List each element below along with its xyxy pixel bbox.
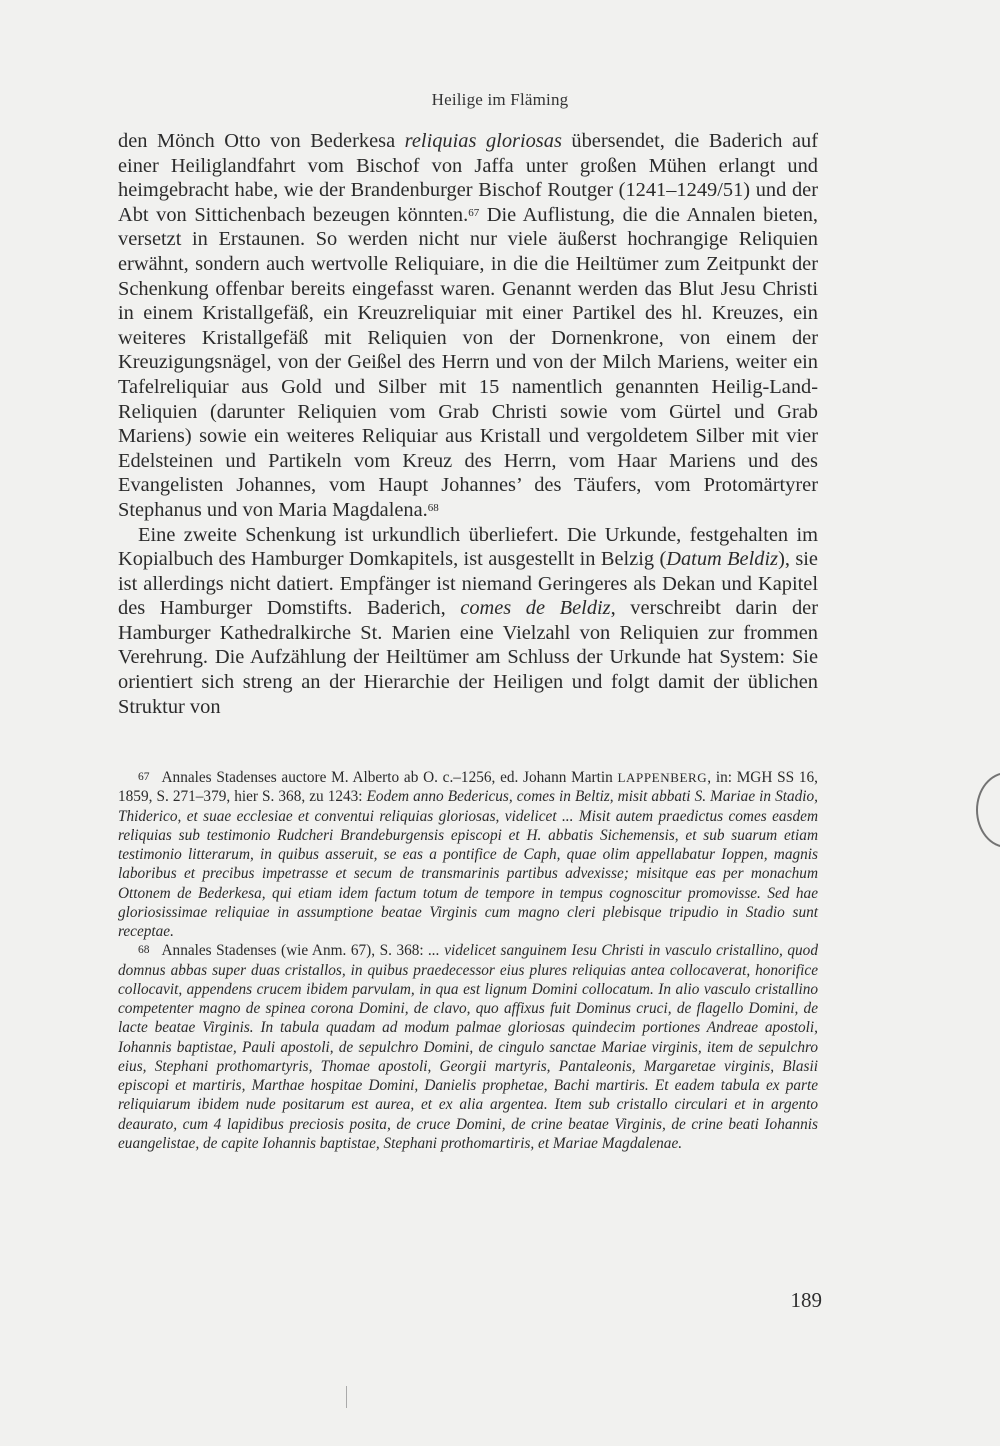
- fn67-smallcaps: LAPPENBERG: [617, 770, 708, 785]
- scan-gutter-mark: [346, 1386, 347, 1408]
- fn67-text-a: Annales Stadenses auctore M. Alberto ab O. c.–1256, ed. Johann Martin: [161, 769, 618, 786]
- p2-italic-b: comes de Beldiz: [460, 597, 611, 620]
- p2-text-c: , verschreibt darin der Hamburger Kathedralkirche St. Marien eine Vielzahl von Reliquien zur frommen Verehrung. Die Aufzählung der Heiltümer am Schluss der Urkunde hat System: Sie orientiert sich streng an der Hierarchie der Heiligen und folgt damit der üblichen Struktur von: [118, 597, 819, 718]
- fn68-text-a: Annales Stadenses (wie Anm. 67), S. 368:: [161, 942, 429, 960]
- footnote-ref-67[interactable]: 67: [468, 206, 480, 219]
- fn67-italic: Eodem anno Bedericus, comes in Beltiz, misit abbati S. Mariae in Stadio, Thiderico, et suae ecclesiae et conventui reliquias gloriosas, videlicet ... Misit autem praedictus comes easdem reliquias sub testimonio Rudcheri Brandeburgensis episcopi et H. abbatis Sichemensis, et sub suarum etiam testimonio litterarum, in quibus asseruit, se eas a pontifice de Caph, quae olim appellabatur Ioppen, magnis laboribus et precibus impetrasse et secum de transmarinis partibus advexisse; misitque eas per monachum Ottonem de Bederkesa, qui etiam idem factum totum de tempore in tempus cognoscitur promovisse. Sed hae gloriosissimae reliquiae in assumptione beatae Virginis cum magno cleri plebisque tripudio in Stadio sunt receptae.: [118, 788, 818, 940]
- p1-text-b: übersendet, die Baderich auf einer Heiliglandfahrt vom Bischof von Jaffa unter großen Mühen erlangt und heimgebracht habe, wie der Brandenburger Bischof Routger (1241–1249/51) und der Abt von Sittichenbach bezeugen könnten.: [118, 130, 818, 226]
- running-head: Heilige im Fläming: [431, 90, 569, 109]
- footnote-ref-68[interactable]: 68: [427, 501, 439, 514]
- p2-text-a: Eine zweite Schenkung ist urkundlich überliefert. Die Urkunde, festgehalten im Kopialbuch des Hamburger Domkapitels, ist ausgestellt in Belzig (: [118, 523, 818, 571]
- footnote-67: [118, 768, 818, 941]
- p2-text-b: ), sie ist allerdings nicht datiert. Empfänger ist niemand Geringeres als Dekan und Kapitel des Hamburger Domstifts. Baderich,: [118, 548, 818, 620]
- p1-italic-a: reliquias gloriosas: [404, 130, 562, 152]
- scan-edge-arc: [976, 772, 1000, 848]
- footnote-number-68: 68: [138, 944, 150, 957]
- p2-italic-a: Datum Beldiz: [666, 548, 779, 571]
- p1-text-c: Die Auflistung, die die Annalen bieten, versetzt in Erstaunen. So werden nicht nur viele äußerst hochrangige Reliquien erwähnt, sondern auch wertvolle Reliquiare, in die die Heiltümer zum Zeitpunkt der Schenkung offenbar bereits eingefasst waren. Genannt werden das Blut Jesu Christi in einem Kristallgefäß, ein Kreuzreliquiar mit einer Partikel des hl. Kreuzes, ein weiteres Kristallgefäß mit Reliquien von der Dornenkrone, von einem der Kreuzigungsnägel, von der Geißel des Herrn und von der Milch Mariens, weiter ein Tafelreliquiar aus Gold und Silber mit 15 namentlich genannten Heilig-Land-Reliquien (darunter Reliquien vom Grab Christi sowie vom Gürtel und Grab Mariens) sowie ein weiteres Reliquiar aus Kristall und vergoldetem Silber mit vier Edelsteinen und Partikeln vom Kreuz des Herrn, vom Haar Mariens und des Evangelisten Johannes, vom Haupt Johannes’ des Täufers, vom Protomärtyrer Stephanus und von Maria Magdalena.: [118, 203, 818, 521]
- p1-text-a: den Mönch Otto von Bederkesa: [118, 130, 405, 152]
- page-number: 189: [790, 1288, 822, 1312]
- footnotes: [118, 768, 818, 1153]
- fn68-italic: ... videlicet sanguinem Iesu Christi in vasculo cristallino, quod domnus abbas super duas cristallos, in quibus praedecessor eius plures reliquias antea collocaverat, honorifice collocavit, appendens crucem ibidem parvulam, in qua est lignum Domini collocatum. In alio vasculo cristallino competenter magno de spinea corona Domini, de clavo, quo affixus fuit Dominus cruci, de flagello Domini, de lacte beatae Virginis. In tabula quadam ad modum palmae gloriosas quindecim portiones Andreae apostoli, Iohannis baptistae, Pauli apostoli, de sepulchro Domini, de cingulo sanctae Mariae virginis, item de sepulchro eius, Stephani prothomartyris, Thomae apostoli, Georgii martyris, Pantaleonis, Margaretae virginis, Blasii episcopi et martiris, Marthae hospitae Domini, Danielis prophetae, Bachi martiris. Et eadem tabula ex parte reliquiarum ibidem nude positarum est aurea, et ex alia argentea. Item sub cristallo circulari et in argento deaurato, cum 4 lapidibus preciosis posita, de cruce Domini, de crine beatae Virginis, de crine beati Iohannis euangelistae, de capite Iohannis baptistae, Stephani prothomartiris, et Mariae Magdalenae.: [118, 942, 818, 1152]
- main-text: [118, 129, 818, 719]
- paragraph-2: [118, 523, 818, 720]
- paragraph-1: [118, 129, 818, 523]
- footnote-68: [118, 941, 818, 1153]
- fn67-text-b: , in: MGH SS 16, 1859, S. 271–379, hier S. 368, zu 1243:: [118, 769, 818, 806]
- footnote-number-67: 67: [138, 771, 150, 783]
